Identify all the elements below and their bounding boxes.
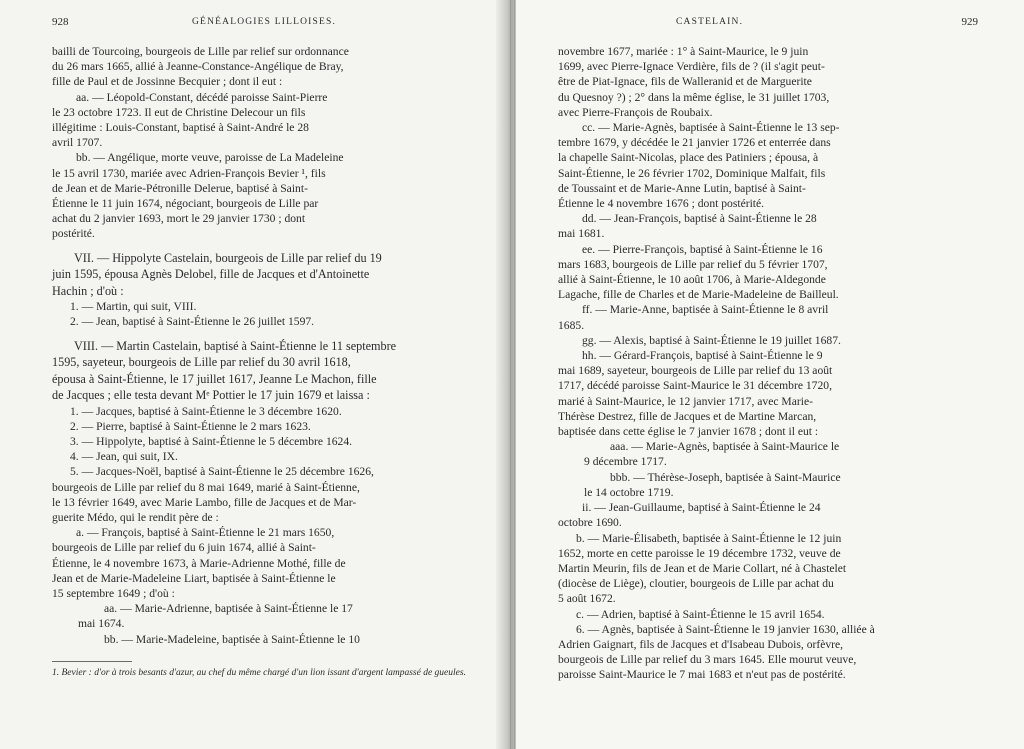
text-line: du 26 mars 1665, allié à Jeanne-Constance-Angélique de Bray,: [52, 60, 344, 74]
text-line: mai 1689, sayeteur, bourgeois de Lille par relief du 13 août: [558, 364, 833, 378]
text-line: 15 septembre 1649 ; d'où :: [52, 586, 175, 600]
text-line: de Toussaint et de Marie-Anne Lutin, baptisé à Saint-: [558, 181, 806, 195]
text-line: c. — Adrien, baptisé à Saint-Étienne le 15 avril 1654.: [576, 607, 825, 621]
running-title-left: GÉNÉALOGIES LILLOISES.: [192, 17, 337, 27]
text-line: la chapelle Saint-Nicolas, place des Patiniers ; épousa, à: [558, 151, 819, 165]
text-line: 1652, morte en cette paroisse le 19 décembre 1732, veuve de: [558, 546, 841, 560]
text-line: le 13 février 1649, avec Marie Lambo, fille de Jacques et de Mar-: [52, 495, 357, 509]
text-line: baptisée dans cette église le 7 janvier 1678 ; dont il eut :: [558, 425, 819, 439]
text-line: Thérèse Destrez, fille de Jacques et de Martine Marcan,: [558, 409, 817, 423]
text-line: 5 août 1672.: [558, 592, 616, 606]
left-page-header: [52, 14, 474, 32]
text-line: (diocèse de Liège), cloutier, bourgeois de Lille par achat du: [558, 577, 834, 591]
text-line: avec Pierre-François de Roubaix.: [558, 105, 713, 119]
text-line: 2. — Jean, baptisé à Saint-Étienne le 26 juillet 1597.: [70, 315, 315, 329]
text-line: le 14 octobre 1719.: [584, 485, 674, 499]
text-line: postérité.: [52, 227, 95, 241]
text-line: bailli de Tourcoing, bourgeois de Lille par relief sur ordonnance: [52, 45, 349, 58]
generation-heading: VIII. — Martin Castelain, baptisé à Saint-Étienne le 11 septembre: [74, 338, 397, 353]
text-line: Martin Meurin, fils de Jean et de Marie Collart, né à Chastelet: [558, 561, 847, 575]
text-line: ff. — Marie-Anne, baptisée à Saint-Étienne le 8 avril: [582, 303, 829, 317]
text-line: aaa. — Marie-Agnès, baptisée à Saint-Maurice le: [610, 440, 840, 454]
text-line: Étienne, le 4 novembre 1673, à Marie-Adrienne Mothé, fille de: [52, 556, 346, 570]
text-line: tembre 1679, y décédée le 21 janvier 1726 et enterrée dans: [558, 136, 831, 150]
text-line: illégitime : Louis-Constant, baptisé à Saint-André le 28: [52, 121, 309, 135]
text-line: Étienne le 4 novembre 1676 ; dont postérité.: [558, 197, 765, 211]
text-line: guerite Médo, qui le rendit père de :: [52, 510, 219, 524]
text-line: 1717, décédé paroisse Saint-Maurice le 31 décembre 1720,: [558, 379, 832, 393]
text-line: ee. — Pierre-François, baptisé à Saint-Étienne le 16: [582, 242, 823, 256]
text-line: paroisse Saint-Maurice le 7 mai 1683 et n'eut pas de postérité.: [558, 668, 846, 682]
text-line: 1. — Jacques, baptisé à Saint-Étienne le 3 décembre 1620.: [70, 404, 342, 418]
text-line: de Jean et de Marie-Pétronille Delerue, baptisé à Saint-: [52, 181, 308, 195]
text-line: bb. — Marie-Madeleine, baptisée à Saint-Étienne le 10: [104, 632, 360, 646]
text-line: mai 1681.: [558, 227, 605, 241]
text-line: aa. — Marie-Adrienne, baptisée à Saint-Étienne le 17: [104, 602, 353, 616]
text-line: le 23 octobre 1723. Il eut de Christine Delecour un fils: [52, 105, 306, 119]
text-line: 1595, sayeteur, bourgeois de Lille par relief du 30 avril 1618,: [52, 355, 351, 370]
text-line: allié à Saint-Étienne, le 10 août 1706, à Marie-Aldegonde: [558, 273, 826, 287]
text-line: hh. — Gérard-François, baptisé à Saint-Étienne le 9: [582, 349, 823, 363]
text-line: être de Piat-Ignace, fils de Walleranid et de Marguerite: [558, 75, 812, 89]
footnote-rule: [52, 661, 132, 662]
text-line: cc. — Marie-Agnès, baptisée à Saint-Étienne le 13 sep-: [582, 121, 840, 135]
left-page: [0, 0, 508, 749]
text-line: avril 1707.: [52, 136, 103, 150]
footnote: 1. Bevier : d'or à trois besants d'azur, au chef du même chargé d'un lion issant d'argent lampassé de gueules.: [52, 667, 466, 678]
text-line: 4. — Jean, qui suit, IX.: [70, 450, 178, 464]
text-line: 3. — Hippolyte, baptisé à Saint-Étienne le 5 décembre 1624.: [70, 434, 353, 448]
text-line: octobre 1690.: [558, 516, 622, 530]
text-line: Jean et de Marie-Madeleine Liart, baptisée à Saint-Étienne le: [52, 571, 336, 585]
text-line: dd. — Jean-François, baptisé à Saint-Étienne le 28: [582, 212, 817, 226]
text-line: ii. — Jean-Guillaume, baptisé à Saint-Étienne le 24: [582, 501, 821, 515]
text-line: du Quesnoy ?) ; 2° dans la même église, le 31 juillet 1703,: [558, 90, 830, 104]
text-line: bourgeois de Lille par relief du 6 juin 1674, allié à Saint-: [52, 541, 316, 555]
running-title-right: CASTELAIN.: [676, 17, 744, 27]
text-line: novembre 1677, mariée : 1° à Saint-Maurice, le 9 juin: [558, 45, 809, 58]
text-line: Saint-Étienne, le 26 février 1702, Dominique Malfait, fils: [558, 166, 826, 180]
text-line: marié à Saint-Maurice, le 12 janvier 1717, avec Marie-: [558, 394, 813, 408]
text-line: mai 1674.: [78, 617, 125, 631]
text-line: 1. — Martin, qui suit, VIII.: [70, 300, 197, 314]
text-line: 1685.: [558, 318, 585, 332]
text-line: bourgeois de Lille par relief du 3 mars 1645. Elle mourut veuve,: [558, 653, 857, 667]
text-line: gg. — Alexis, baptisé à Saint-Étienne le 19 juillet 1687.: [582, 333, 841, 347]
text-line: bb. — Angélique, morte veuve, paroisse de La Madeleine: [76, 151, 344, 165]
text-line: mars 1683, bourgeois de Lille par relief du 5 février 1707,: [558, 257, 828, 271]
page-number-right: 929: [961, 16, 978, 28]
text-line: fille de Paul et de Jossinne Becquier ; dont il eut :: [52, 75, 283, 89]
right-page-header: [558, 14, 978, 32]
text-line: Adrien Gaignart, fils de Jacques et d'Isabeau Dubois, orfèvre,: [558, 637, 844, 651]
text-line: 2. — Pierre, baptisé à Saint-Étienne le 2 mars 1623.: [70, 419, 311, 433]
text-line: épousa à Saint-Étienne, le 17 juillet 1617, Jeanne Le Machon, fille: [52, 371, 377, 386]
text-line: le 15 avril 1730, mariée avec Adrien-François Bevier ¹, fils: [52, 166, 326, 180]
text-line: 1699, avec Pierre-Ignace Verdière, fils de ? (il s'agit peut-: [558, 60, 825, 74]
text-line: achat du 2 janvier 1693, mort le 29 janvier 1730 ; dont: [52, 212, 306, 226]
text-line: 9 décembre 1717.: [584, 455, 667, 469]
text-line: 6. — Agnès, baptisée à Saint-Étienne le 19 janvier 1630, alliée à: [576, 622, 875, 636]
text-line: juin 1595, épousa Agnès Delobel, fille de Jacques et d'Antoinette: [52, 267, 370, 282]
text-line: bbb. — Thérèse-Joseph, baptisée à Saint-Maurice: [610, 470, 841, 484]
text-line: aa. — Léopold-Constant, décédé paroisse Saint-Pierre: [76, 90, 328, 104]
text-line: a. — François, baptisé à Saint-Étienne le 21 mars 1650,: [76, 526, 335, 540]
text-line: 5. — Jacques-Noël, baptisé à Saint-Étienne le 25 décembre 1626,: [70, 465, 374, 479]
text-line: Lagache, fille de Charles et de Marie-Madeleine de Bailleul.: [558, 288, 839, 302]
page-number-left: 928: [52, 16, 69, 28]
text-line: Étienne le 11 juin 1674, négociant, bourgeois de Lille par: [52, 197, 319, 211]
text-line: bourgeois de Lille par relief du 8 mai 1649, marié à Saint-Étienne,: [52, 480, 360, 494]
text-line: de Jacques ; elle testa devant Mᵉ Pottier le 17 juin 1679 et laissa :: [52, 388, 370, 403]
right-page: [516, 0, 1024, 749]
text-line: b. — Marie-Élisabeth, baptisée à Saint-Étienne le 12 juin: [576, 531, 842, 545]
generation-heading: VII. — Hippolyte Castelain, bourgeois de Lille par relief du 19: [74, 250, 382, 265]
text-line: Hachin ; d'où :: [52, 283, 124, 298]
